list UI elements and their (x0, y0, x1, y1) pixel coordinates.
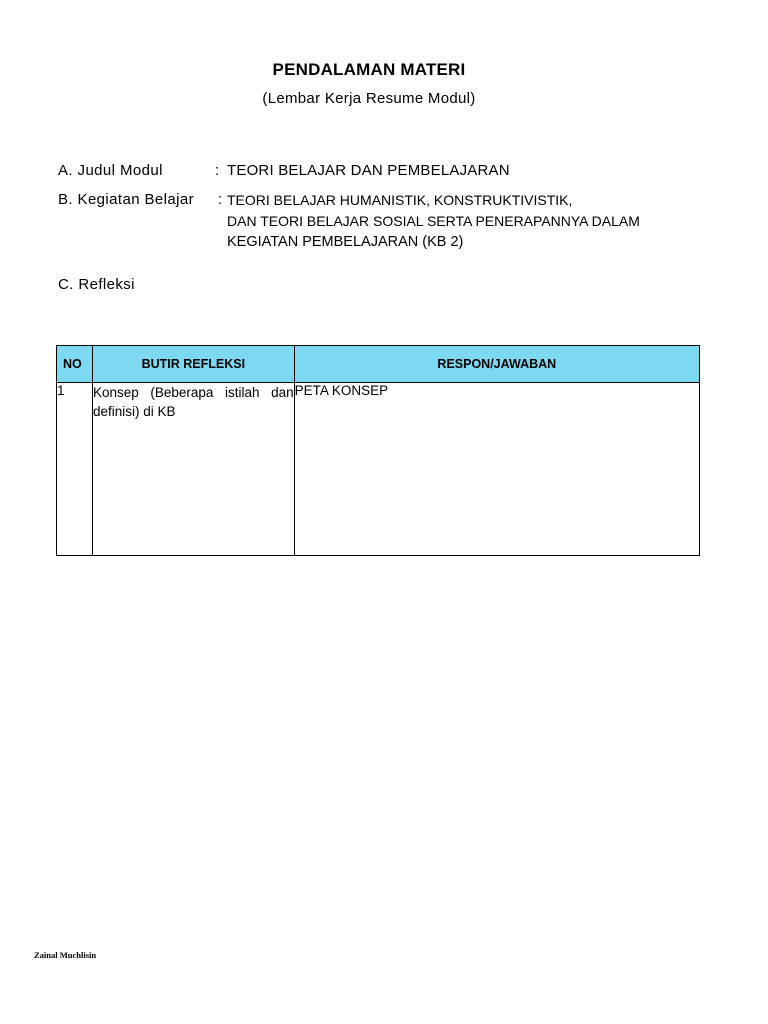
cell-no: 1 (57, 383, 93, 556)
header-respon-jawaban: RESPON/JAWABAN (294, 346, 699, 383)
reflection-table (56, 345, 700, 556)
cell-butir-refleksi: Konsep (Beberapa istilah dan definisi) di KB (92, 383, 294, 556)
judul-modul-label: A. Judul Modul (58, 162, 163, 179)
refleksi-label: C. Refleksi (58, 276, 135, 293)
kegiatan-belajar-line: DAN TEORI BELAJAR SOSIAL SERTA PENERAPANNYA DALAM (227, 213, 640, 229)
kegiatan-belajar-label: B. Kegiatan Belajar (58, 191, 195, 208)
kegiatan-belajar-line: TEORI BELAJAR HUMANISTIK, KONSTRUKTIVISTIK, (227, 192, 573, 208)
cell-respon-jawaban: PETA KONSEP (294, 383, 699, 556)
header-no: NO (57, 346, 93, 383)
page-title: PENDALAMAN MATERI (272, 60, 466, 79)
table-header-row (57, 346, 700, 383)
kegiatan-belajar-value (227, 190, 640, 253)
page-subtitle: (Lembar Kerja Resume Modul) (262, 90, 476, 107)
table-row (57, 383, 700, 556)
footer-author: Zainal Muchlisin (34, 950, 97, 960)
judul-modul-separator: : (215, 162, 220, 179)
kegiatan-belajar-separator: : (218, 191, 223, 208)
kegiatan-belajar-line: KEGIATAN PEMBELAJARAN (KB 2) (227, 234, 464, 250)
header-butir-refleksi: BUTIR REFLEKSI (92, 346, 294, 383)
judul-modul-value: TEORI BELAJAR DAN PEMBELAJARAN (227, 162, 510, 179)
